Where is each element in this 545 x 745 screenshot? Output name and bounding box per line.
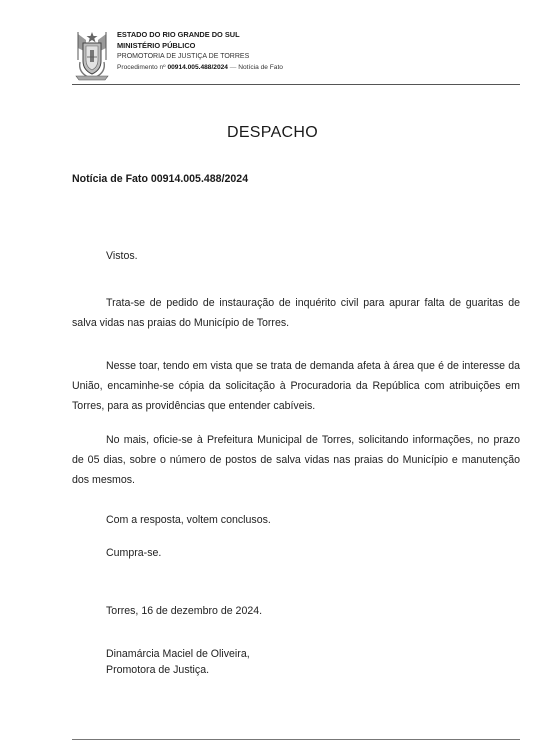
header-procedure [117, 62, 517, 73]
paragraph-text: Trata-se de pedido de instauração de inquérito civil para apurar falta de guaritas de salva vidas nas praias do Município de Torres. [72, 297, 520, 329]
signature-block [106, 646, 250, 678]
procedure-label: Procedimento nº [117, 64, 166, 71]
letterhead-text [117, 29, 517, 73]
paragraph-text: Nesse toar, tendo em vista que se trata de demanda afeta à área que é de interesse da União, encaminhe-se cópia da solicitação à Procuradoria da República com atribuições em Torres, para as providências que entender cabíveis. [72, 360, 520, 412]
paragraph-text: Torres, 16 de dezembro de 2024. [106, 605, 263, 617]
paragraph-official-letter [72, 430, 520, 490]
footer-divider [72, 739, 520, 740]
signatory-name: Dinamárcia Maciel de Oliveira, [106, 648, 250, 660]
header-state: ESTADO DO RIO GRANDE DO SUL [117, 30, 240, 39]
letterhead [72, 28, 520, 84]
document-title: DESPACHO [226, 124, 318, 141]
paragraph-text: Cumpra-se. [106, 547, 162, 559]
procedure-separator: — [229, 64, 237, 71]
paragraph-text: Com a resposta, voltem conclusos. [106, 514, 271, 526]
signatory-role: Promotora de Justiça. [106, 664, 210, 676]
paragraph-vistos [72, 246, 520, 266]
procedure-type: Notícia de Fato [238, 64, 283, 71]
state-coat-of-arms-icon [72, 30, 112, 82]
place-and-date [72, 601, 520, 621]
paragraph-reply [72, 510, 520, 530]
paragraph-text: No mais, oficie-se à Prefeitura Municipal de Torres, solicitando informações, no prazo de 05 dias, sobre o número de postos de salva vidas nas praias do Município e manutenção dos mesmos. [72, 434, 520, 486]
procedure-number: 00914.005.488/2024 [167, 64, 228, 71]
paragraph-comply [72, 543, 520, 563]
paragraph-text: Vistos. [106, 250, 138, 262]
document-subject: Notícia de Fato 00914.005.488/2024 [72, 173, 249, 185]
header-divider [72, 84, 520, 85]
header-institution: MINISTÉRIO PÚBLICO [117, 41, 196, 50]
paragraph-forwarding [72, 356, 520, 416]
paragraph-request [72, 293, 520, 333]
header-office: PROMOTORIA DE JUSTIÇA DE TORRES [117, 53, 250, 60]
